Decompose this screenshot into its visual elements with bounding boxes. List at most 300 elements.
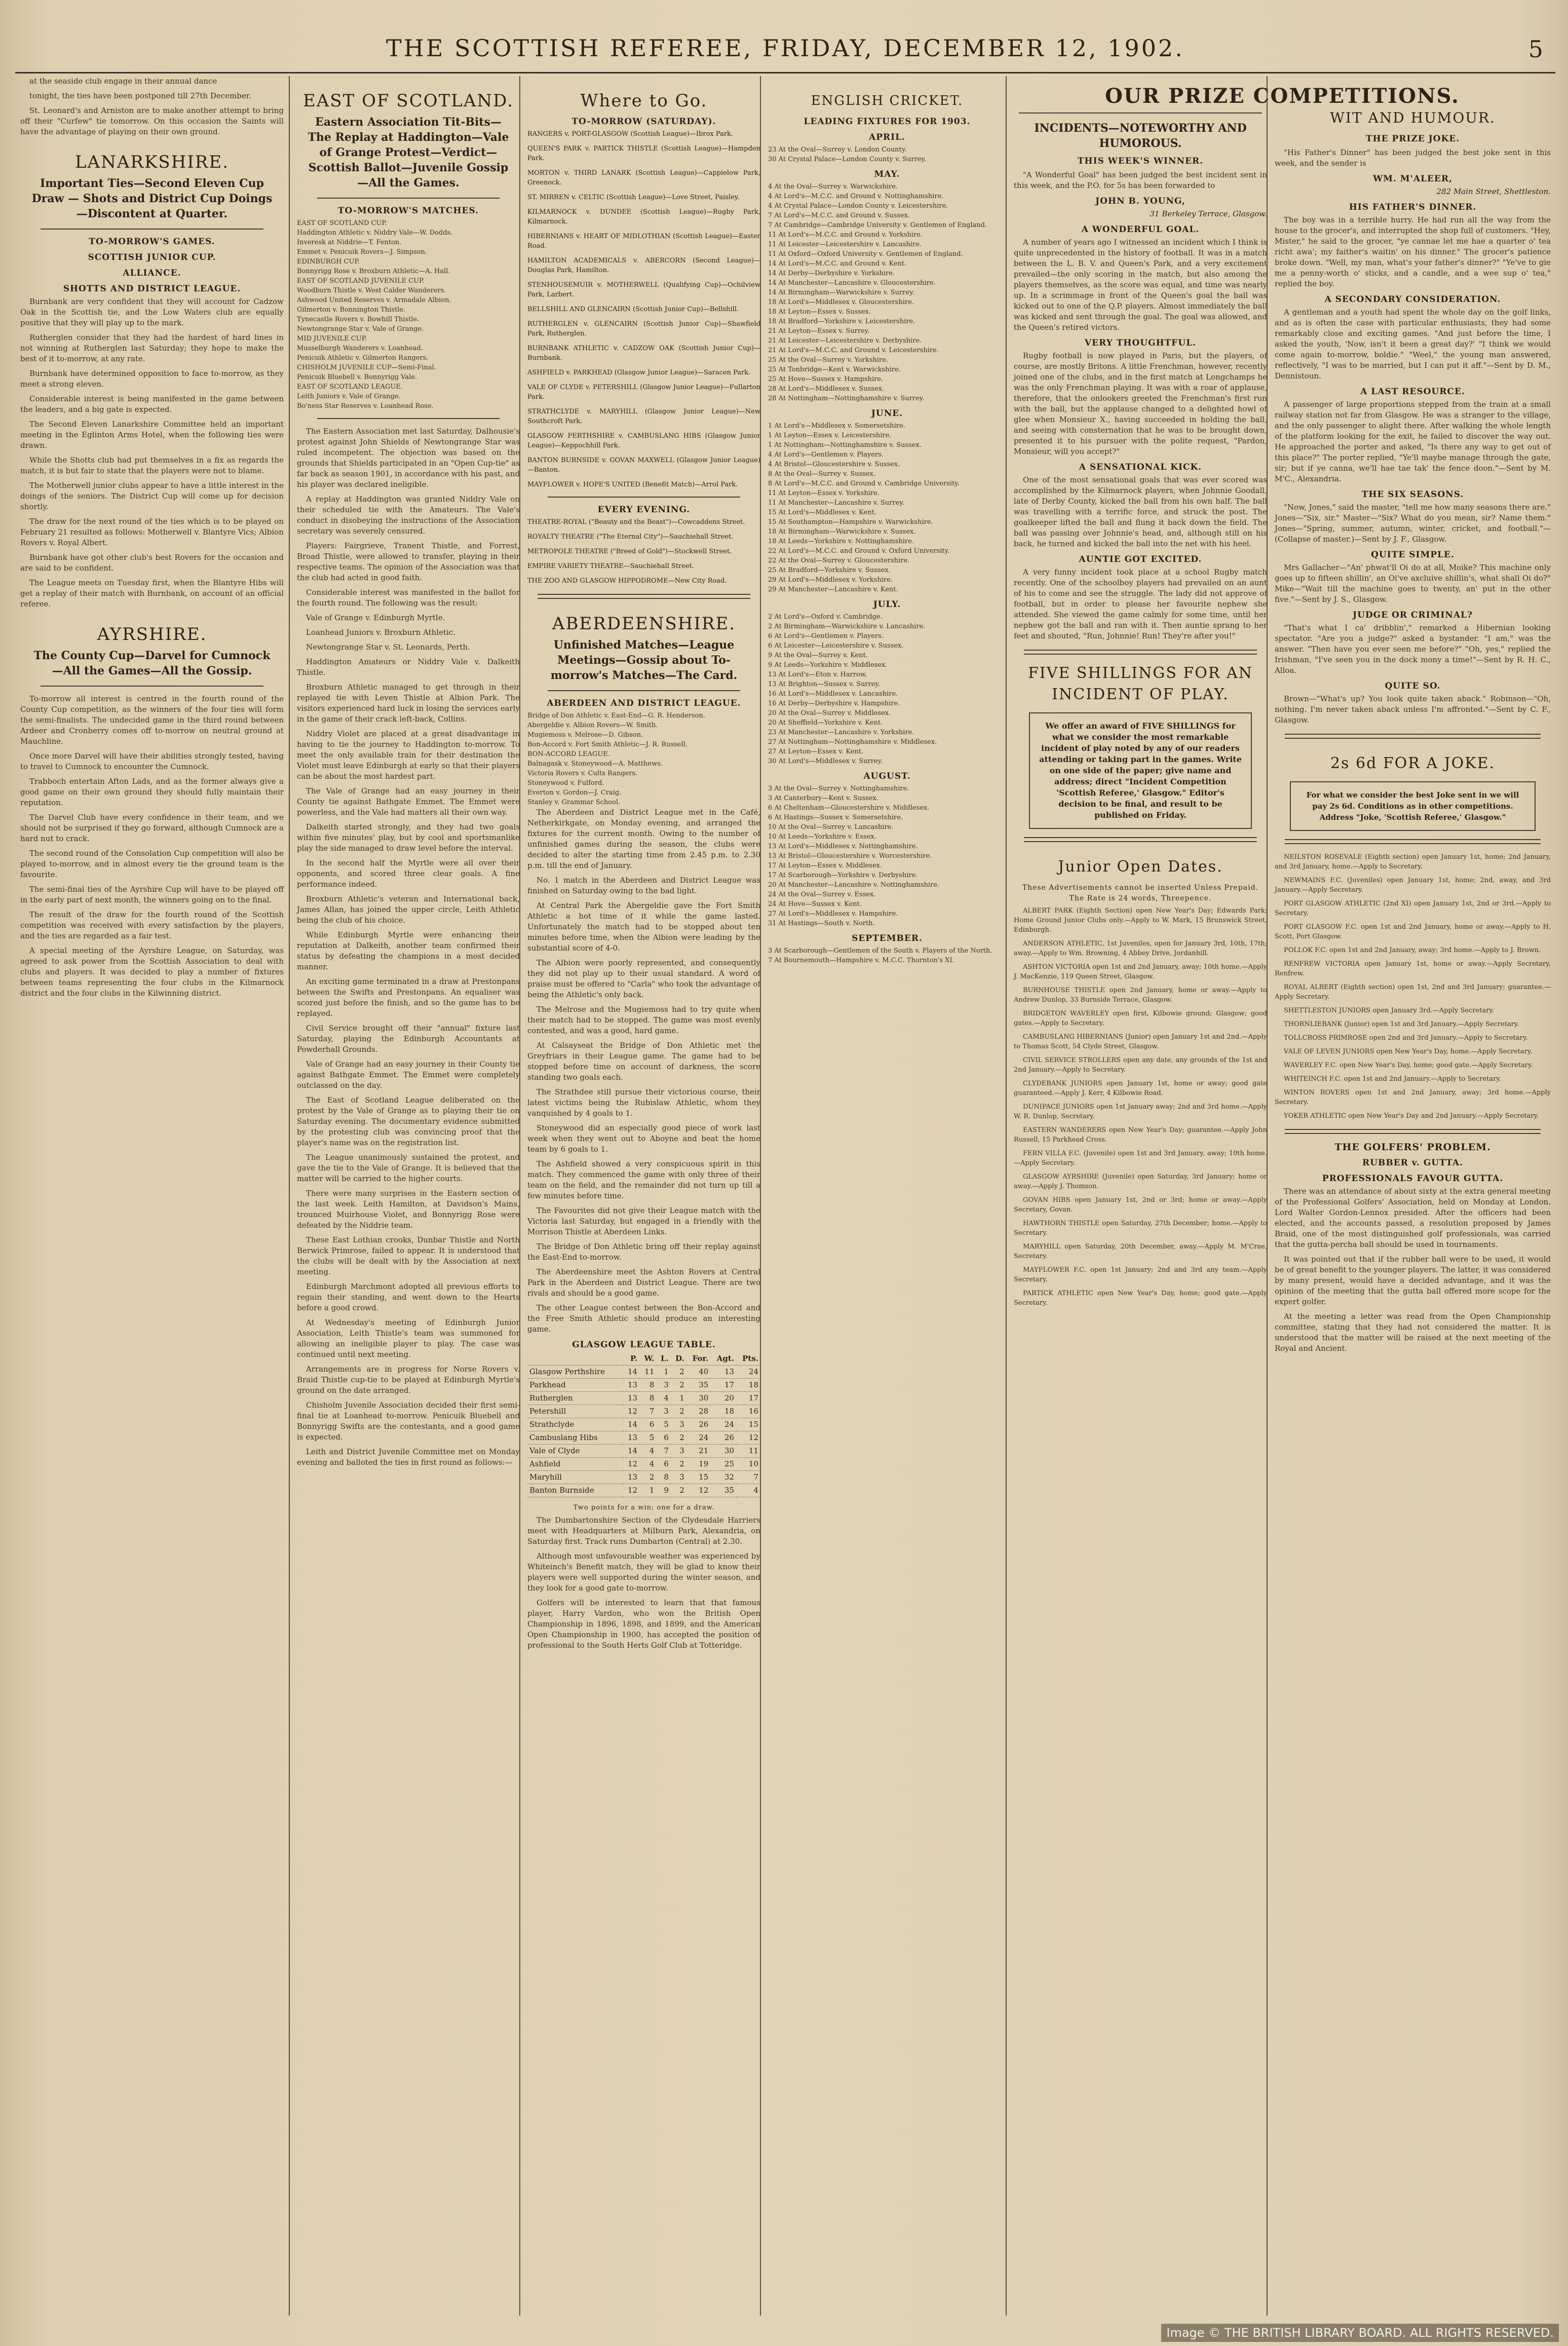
list-item: Victoria Rovers v. Cults Rangers. [527,770,638,777]
table-cell: 4 [656,1392,671,1405]
joke-title: A SECONDARY CONSIDERATION. [1324,294,1501,305]
advert: TOLLCROSS PRIMROSE open 2nd and 3rd January.—Apply to Secretary. [1284,1034,1528,1042]
advert: CIVIL SERVICE STROLLERS open any date, any grounds of the 1st and 2nd January.—Apply to Secretary. [1014,1056,1267,1074]
lanarkshire-subheading: Important Ties—Second Eleven Cup Draw — Shots and District Cup Doings—Discontent at Quarter. [31,177,273,220]
table-cell: 2 [671,1458,686,1471]
story-body: Rugby football is now played in Paris, but the players, of course, are mostly Britons. A little Frenchman, however, recently joined one of the clubs, and in the first match at Longchamps he was the only Frenchman playing. It was with a roar of applause, therefore, that the onlookers greeted the Frenchman's first run with the ball, but the applause changed to a delighted howl of glee when Monsieur X., having succeeded in holding the ball, and seeing with consternation that he was to be brought down, presented it to his pursuer with the polite request, "Pardon, Monsieur, will you accept?" [1014,351,1267,456]
joke-body: A passenger of large proportions stepped from the train at a small railway station not far from Glasgow. He was a stranger to the village, and the only passenger to alight there. After walking the whole length of the platform looking for the exit, he failed to discover the way out. He approached the porter and asked, "Is there any way to get out of this place?" The porter replied, "Ye'll maybe manage through the gate, sir; but if ye canna, we'll hae tae tak' the fence doon."—Sent by M. M'C., Alexandria. [1275,400,1551,483]
fixture-line: 17 At Scarborough—Yorkshire v. Derbyshire. [768,872,918,879]
paragraph: Stoneywood did an especially good piece of work last week when they went out to Aboyne and beat the home team by 6 goals to 1. [527,1123,760,1154]
paragraph: Broxburn Athletic managed to get through in their replayed tie with Leven Thistle at Albion Park. The visitors experienced hard luck in losing the services early in the game of their crack left-back, Collins. [297,683,520,724]
table-row [527,1484,760,1497]
table-cell: 7 [639,1405,656,1418]
table-cell: 17 [736,1392,760,1405]
joke-offer-text: For what we consider the best Joke sent in we will pay 2s 6d. Conditions as in other competitions. Address "Joke, 'Scottish Referee,' Glasgow." [1290,781,1536,831]
double-divider [1285,734,1541,739]
paragraph: Niddry Violet are placed at a great disadvantage in having to tie the journey to Haddington to-morrow. To meet the only available train for their destination the Violet must leave Edinburgh at early so that their players can be about the most hardest part. [297,729,520,781]
paragraph: While Edinburgh Myrtle were enhancing their reputation at Dalkeith, another team confirmed their status by defeating the champions in a most decided manner. [297,930,520,971]
table-row [527,1392,760,1405]
list-item: METROPOLE THEATRE ("Breed of Gold")—Stockwell Street. [527,548,732,555]
fixture-line: 14 At Manchester—Lancashire v. Gloucestershire. [768,279,936,287]
month-title: SEPTEMBER. [852,933,923,943]
fixture-line: 20 At Sheffield—Yorkshire v. Kent. [768,719,883,727]
fixture-line: 27 At Leyton—Essex v. Kent. [768,748,864,755]
table-cell: 12 [623,1484,640,1497]
shotts-title: SHOTTS AND DISTRICT LEAGUE. [63,284,241,294]
fixture-line: 16 At Lord's—Middlesex v. Lancashire. [768,690,898,698]
advert: POLLOK F.C. open 1st and 2nd January, away; 3rd home.—Apply to J. Brown. [1284,947,1541,954]
table-cell: 15 [686,1471,711,1484]
table-cell: Vale of Clyde [527,1445,623,1458]
fixture-line: 30 At Lord's—Middlesex v. Surrey. [768,758,883,765]
paragraph: The second round of the Consolation Cup competition will also be played to-morrow, and in almost every tie the ground team is the favourite. [20,849,284,879]
fixture-line: 13 At Lord's—Eton v. Harrow. [768,671,867,678]
table-note: Two points for a win; one for a draw. [573,1504,715,1511]
league-table [527,1352,760,1497]
evening-title: EVERY EVENING. [597,505,691,515]
aberdeen-body [527,807,760,1335]
column-english-cricket [760,76,1006,2316]
list-item: MORTON v. THIRD LANARK (Scottish League)—Cappielow Park, Greenock. [527,169,760,186]
games-title: TO-MORROW'S GAMES. [89,237,215,247]
winner-intro: "A Wonderful Goal" has been judged the best incident sent in this week, and the P.O. for 5s has been forwarded to [1014,170,1267,190]
double-divider [1024,650,1257,655]
list-item: BON-ACCORD LEAGUE. [527,750,610,758]
list-item: Bo'ness Star Reserves v. Loanhead Rose. [297,402,434,410]
list-item: MAYFLOWER v. HOPE'S UNITED (Benefit Match)—Arrol Park. [527,481,738,488]
fixture-line: 3 At Canterbury—Kent v. Sussex. [768,794,879,802]
ayrshire-heading: AYRSHIRE. [97,624,207,645]
table-row [527,1458,760,1471]
east-heading: EAST OF SCOTLAND. [302,91,514,111]
advert: THORNLIEBANK (Junior) open 1st and 3rd January.—Apply Secretary. [1284,1020,1519,1028]
paragraph: No. 1 match in the Aberdeen and District League was finished on Saturday owing to the bad light. [527,876,760,895]
list-item: Mugiemoss v. Melrose—D. Gibson. [527,731,643,739]
image-credit: Image © THE BRITISH LIBRARY BOARD. ALL RIGHTS RESERVED. [1161,2324,1559,2342]
east-fixtures [297,218,520,411]
where-items [527,129,760,489]
story-title: VERY THOUGHTFUL. [1084,338,1197,348]
advert: HAWTHORN THISTLE open Saturday, 27th December; home.—Apply to Secretary. [1014,1220,1267,1237]
advert: BURNHOUSE THISTLE open 2nd January, home or away.—Apply to Andrew Dunlop, 33 Burnside Terrace, Glasgow. [1014,987,1267,1004]
paragraph: Vale of Grange had an easy journey in their County tie against Bathgate Emmet. The Emmet were completely outclassed on the day. [297,1060,520,1090]
list-item: ASHFIELD v. PARKHEAD (Glasgow Junior League)—Saracen Park. [527,369,751,376]
table-cell: 19 [686,1458,711,1471]
joke-title: JUDGE OR CRIMINAL? [1353,610,1473,620]
fixture-line: 30 At Crystal Palace—London County v. Surrey. [768,156,927,163]
fixture-line: 18 At Leeds—Yorkshire v. Nottinghamshire. [768,538,914,545]
winner-address: 31 Berkeley Terrace, Glasgow. [1150,209,1267,218]
paragraph: The Aberdeenshire meet the Ashton Rovers at Central Park in the Aberdeen and District League. There are two rivals and should be a good game. [527,1267,760,1298]
fixture-line: 18 At Birmingham—Warwickshire v. Sussex. [768,528,916,536]
fixture-line: 3 At the Oval—Surrey v. Nottinghamshire. [768,785,909,792]
paragraph: The Motherwell junior clubs appear to have a little interest in the doings of the seniors. The District Cup will come up for decision shortly. [20,481,284,511]
table-cell: 14 [623,1418,640,1431]
advert: RENFREW VICTORIA open January 1st, home or away.—Apply Secretary, Renfrew. [1275,960,1551,977]
column-east-of-scotland [289,76,520,2316]
paragraph: There was an attendance of about sixty at the extra general meeting of the Professional Golfers' Association, held on Monday at London. Lord Walter Gordon-Lennox presided. After the officers had been elected, and the accounts passed, a resolution proposed by James Braid, one of the most distinguished golf professionals, was carried that the gutta-percha ball should be used in tournaments. [1275,1187,1551,1249]
fixture-line: 7 At Lord's—M.C.C. and Ground v. Sussex. [768,212,910,219]
list-item: HAMILTON ACADEMICALS v. ABERCORN (Second League)—Douglas Park, Hamilton. [527,257,760,274]
fixture-line: 9 At the Oval—Surrey v. Kent. [768,652,868,659]
paragraph: Edinburgh Marchmont adopted all previous efforts to regain their standing, and went down to the Hearts before a good crowd. [297,1282,520,1312]
table-cell: 5 [639,1431,656,1445]
paragraph: The Albion were poorly represented, and consequently they did not play up to their usual standard. A word of praise must be offered to "Carla" who took the advantage of being the Athletic's only back. [527,958,760,999]
cricket-heading: ENGLISH CRICKET. [811,93,964,108]
paragraph: The Second Eleven Lanarkshire Committee held an important meeting in the Eglinton Arms Hotel, when the following ties were drawn. [20,420,284,450]
table-cell: 2 [639,1471,656,1484]
paragraph: Although most unfavourable weather was experienced by Whiteinch's Benefit match, they will be glad to know their players were well supported during the winter season, and they look for a good gate to-morrow. [527,1552,760,1593]
list-item: KILMARNOCK v. DUNDEE (Scottish League)—Rugby Park, Kilmarnock. [527,208,760,225]
matches-title: TO-MORROW'S MATCHES. [337,206,479,216]
advert: GLASGOW AYRSHIRE (Juvenile) open Saturday, 3rd January; home or away.—Apply J. Thomson. [1014,1173,1267,1190]
advert: PORT GLASGOW F.C. open 1st and 2nd January, home or away.—Apply to H. Scott, Port Glasgow. [1275,923,1551,940]
junior-dates-note: These Advertisements cannot be inserted Unless Prepaid. The Rate is 24 words, Threepence. [1022,884,1259,902]
fixture-line: 13 At Bristol—Gloucestershire v. Worcestershire. [768,852,932,860]
table-cell: 20 [710,1392,736,1405]
paragraph: The Aberdeen and District League met in the Café, Netherkirkgate, on Monday evening, and arranged the fixtures for the current month. Owing to the number of unfinished games during the season, the clubs were decided to alter the starting time from 2.45 p.m. to 2.30 p.m. till the end of January. [527,808,760,870]
fixture-line: 14 At Birmingham—Warwickshire v. Surrey. [768,289,914,296]
paragraph: Arrangements are in progress for Norse Rovers v. Braid Thistle cup-tie to be played at Edinburgh Myrtle's ground on the date arranged. [297,1365,520,1395]
paragraph: It was pointed out that if the rubber ball were to be used, it would be of great benefit to the younger players. The latter, it was considered by many present, would have a decided advantage, and it was the opinion of the meeting that the gutta ball offered more scope for the expert golfer. [1275,1255,1551,1306]
fixture-line: 18 At Lord's—Middlesex v. Gloucestershire. [768,298,914,306]
where-heading: Where to Go. [580,91,708,111]
table-cell: 9 [656,1484,671,1497]
aberdeen-heading: ABERDEENSHIRE. [552,614,736,634]
fixture-line: 3 At Scarborough—Gentlemen of the South v. Players of the North. [768,947,992,955]
table-cell: 32 [710,1471,736,1484]
advert: CLYDEBANK JUNIORS open January 1st, home or away; good gate guaranteed.—Apply J. Kerr, 4 Kilbowie Road. [1014,1080,1267,1097]
table-cell: 8 [639,1379,656,1392]
table-cell: 17 [710,1379,736,1392]
paragraph: There were many surprises in the Eastern section of the last week. Leith Hamilton, at Davidson's Mains, trounced Muirhouse Violet, and Bonnyrigg Rose were defeated by the Niddrie team. [297,1189,520,1230]
where-subheading: TO-MORROW (SATURDAY). [571,117,716,127]
column-header: L. [656,1352,671,1366]
column-where-to-go [519,76,760,2316]
advert: WINTON ROVERS open 1st and 2nd January, away; 3rd home.—Apply Secretary. [1275,1089,1551,1106]
table-cell: 3 [656,1379,671,1392]
table-cell: 24 [710,1418,736,1431]
table-cell: 5 [656,1418,671,1431]
fixture-line: 24 At the Oval—Surrey v. Essex. [768,891,876,898]
fixture-line: 4 At the Oval—Surrey v. Warwickshire. [768,183,898,191]
column-header: P. [623,1352,640,1366]
table-cell: 16 [736,1405,760,1418]
joke-body: A gentleman and a youth had spent the whole day on the golf links, and as is often the case with particular enthusiasts, they had some remarkably close and exciting games. "And just before the time, I asked the youth, 'Now, isn't it been a great day?' "I think we would come again to-morrow, boldie." "Weel," the young man answered, reflectively, "I was to be married, but I can put it aff."—Sent by D. M., Dennistoun. [1275,308,1551,381]
lanarkshire-heading: LANARKSHIRE. [74,152,230,172]
paragraph: Trabboch entertain Afton Lads, and as the former always give a good game on their own ground they should fully maintain their reputation. [20,777,284,807]
list-item: STENHOUSEMUIR v. MOTHERWELL (Qualifying Cup)—Ochilview Park, Larbert. [527,281,760,298]
list-item: BELLSHILL AND GLENCAIRN (Scottish Junior Cup)—Bellshill. [527,306,739,313]
table-cell: Strathclyde [527,1418,623,1431]
paragraph: Considerable interest was manifested in the ballot for the fourth round. The following was the result: [297,588,520,608]
list-item: VALE OF CLYDE v. PETERSHILL (Glasgow Junior League)—Fullarton Park. [527,384,760,401]
table-cell: 12 [623,1458,640,1471]
list-item: Emmet v. Penicuik Rovers—J. Simpson. [297,248,428,256]
table-cell: 35 [686,1379,711,1392]
list-item: EMPIRE VARIETY THEATRE—Sauchiehall Street. [527,562,695,570]
table-cell: 2 [671,1431,686,1445]
advert: ROYAL ALBERT (Eighth section) open 1st, 2nd and 3rd January; guarantee.—Apply Secretary. [1275,983,1551,1001]
fixture-line: 4 At Crystal Palace—London County v. Leicestershire. [768,202,948,210]
month-title: APRIL. [869,132,905,142]
paragraph: The Eastern Association met last Saturday, Dalhousie's protest against John Shields of Newtongrange Star was ruled incompetent. The objection was based on the grounds that Shields participated in an "Open Cup-tie" as far back as season 1901, in accordance with his past, and his player was declared ineligible. [297,427,520,489]
winner-name: JOHN B. YOUNG, [1095,196,1185,206]
table-cell: Glasgow Perthshire [527,1366,623,1379]
table-cell: 26 [710,1431,736,1445]
joke-title: THE SIX SEASONS. [1361,489,1464,500]
paragraph: The Darvel Club have every confidence in their team, and we should not be surprised if they go forward, although Cumnock are a hard nut to crack. [20,813,284,843]
fixture-line: 4 At Lord's—Gentlemen v. Players. [768,451,884,459]
fixture-line: 8 At Lord's—M.C.C. and Ground v. Cambridge University. [768,480,960,487]
junior-cup-title: SCOTTISH JUNIOR CUP. [88,252,216,262]
paragraph: The semi-final ties of the Ayrshire Cup will have to be played off in the early part of next month, the winners going on to the final. [20,885,284,904]
table-cell: 4 [639,1458,656,1471]
list-item: Inveresk at Niddrie—T. Fenton. [297,239,402,246]
table-row [527,1405,760,1418]
advert: VALE OF LEVEN JUNIORS open New Year's Day, home.—Apply Secretary. [1284,1048,1533,1055]
paragraph: Dalkeith started strongly, and they had two goals within five minutes' play, but by cool and sportsmanlike play the side managed to draw level before the interval. [297,822,520,853]
table-cell: 1 [639,1484,656,1497]
joke-title: HIS FATHER'S DINNER. [1349,202,1477,212]
fixture-line: 14 At Lord's—M.C.C. and Ground v. Kent. [768,260,907,268]
paragraph: A special meeting of the Ayrshire League, on Saturday, was agreed to ask power from the Scottish Association to deal with clubs and players. It was decided to play a number of fixtures between teams representing the four clubs in the Kilmarnock district and the four clubs in the Kilwinning district. [20,946,284,998]
fixture-line: 25 At the Oval—Surrey v. Yorkshire. [768,356,889,364]
list-item: Musselburgh Wanderers v. Loanhead. [297,345,423,352]
paragraph: Burnbank have got other club's best Rovers for the occasion and are said to be confident. [20,553,284,573]
east-subheading: Eastern Association Tit-Bits—The Replay at Haddington—Vale of Grange Protest—Verdict—Scottish Ballot—Juvenile Gossip—All the Games. [308,116,509,190]
column-header: W. [639,1352,656,1366]
aberdeen-subheading: Unfinished Matches—League Meetings—Gossip about To-morrow's Matches—The Card. [550,638,738,682]
fixture-line: 20 At the Oval—Surrey v. Middlesex. [768,709,891,717]
paragraph: The result of the draw for the fourth round of the Scottish competition was received with every satisfaction by the players, and the ties are regarded as a fair test. [20,910,284,940]
fixture-line: 11 At Lord's—M.C.C. and Ground v. Yorkshire. [768,231,923,239]
paragraph: The other League contest between the Bon-Accord and the Free Smith Athletic should produce an interesting game. [527,1303,760,1334]
prize-banner: OUR PRIZE COMPETITIONS. [1105,84,1460,108]
paragraph: Leith and District Juvenile Committee met on Monday evening and balloted the ties in first round as follows:— [297,1447,520,1467]
paragraph: The Ashfield showed a very conspicuous spirit in this match. They commenced the game with only three of their team on the field, and the remainder did not turn up till a few minutes before time. [527,1159,760,1200]
list-item: Stanley v. Grammar School. [527,799,621,806]
table-cell: Maryhill [527,1471,623,1484]
table-cell: 7 [656,1445,671,1458]
paragraph: St. Leonard's and Arniston are to make another attempt to bring off their "Curfew" tie tomorrow. On this occasion the Saints will have the advantage of playing on their own ground. [20,106,284,136]
table-cell: 14 [623,1445,640,1458]
table-header-row [527,1352,760,1366]
joke-body: "That's what I ca' dribblin'," remarked a Hibernian looking spectator. "Are you a judge?" asked a bystander. "I am," was the answer. "Then have you ever seen me before?" "Oh, yes," replied the Irishman, "I've seen you in the dock mony a time!"—Sent by R. H. C., Alloa. [1275,623,1551,675]
list-item: Penicuik Athletic v. Gilmerton Rangers. [297,354,429,362]
list-item: Stoneywood v. Fulford. [527,779,604,787]
divider [1019,112,1262,113]
fixture-line: 24 At Hove—Sussex v. Kent. [768,900,862,908]
column-wit-humour [1267,76,1551,2316]
table-cell: 28 [686,1405,711,1418]
table-cell: 8 [656,1471,671,1484]
list-item: Penicuik Bluebell v. Bonnyrigg Vale. [297,373,417,381]
list-item: Newtongrange Star v. Vale of Grange. [297,325,424,333]
fixture-line: 11 At Oxford—Oxford University v. Gentlemen of England. [768,250,963,258]
prize-joke-title: THE PRIZE JOKE. [1365,134,1460,144]
fixture-line: 20 At Manchester—Lancashire v. Nottinghamshire. [768,881,940,889]
paragraph: Rutherglen consider that they had the hardest of hard lines in not winning at Rutherglen last Saturday; they hope to make the best of it to-morrow, at any rate. [20,333,284,363]
list-item: STRATHCLYDE v. MARYHILL (Glasgow Junior League)—New Southcroft Park. [527,408,760,425]
table-cell: 8 [639,1392,656,1405]
list-item: Ashwood United Reserves v. Armadale Albion. [297,296,451,304]
fixture-line: 7 At Bournemouth—Hampshire v. M.C.C. Thornton's XI. [768,957,954,964]
table-cell: 13 [623,1471,640,1484]
list-item: THEATRE-ROYAL ("Beauty and the Beast")—Cowcaddens Street. [527,518,745,526]
divider [317,418,500,419]
paragraph: Golfers will be interested to learn that that famous player, Harry Vardon, who won the British Open Championship in 1896, 1898, and 1899, and the American Open Championship in 1900, has accepted the position of professional to the South Herts Golf Club at Totteridge. [527,1598,760,1650]
list-item: EAST OF SCOTLAND CUP. [297,219,387,227]
junior-ads [1014,906,1267,1308]
table-cell: Rutherglen [527,1392,623,1405]
month-title: JUNE. [871,408,903,419]
paragraph: Chisholm Juvenile Association decided their first semi-final tie at Loanhead to-morrow. Penicuik Bluebell and Bonnyrigg Swifts are the contestants, and a good game is expected. [297,1401,520,1442]
fixture-line: 9 At Leeds—Yorkshire v. Middlesex. [768,661,888,669]
prize-joke-intro: "His Father's Dinner" has been judged the best joke sent in this week, and the sender is [1275,148,1551,168]
list-item: MID JUVENILE CUP. [297,335,367,343]
page-number: 5 [1528,35,1545,63]
fixture-line: 15 At Lord's—Middlesex v. Kent. [768,509,877,516]
fixture-line: 6 At Lord's—Gentlemen v. Players. [768,632,884,640]
paragraph: The League unanimously sustained the protest, and gave the tie to the Vale of Grange. It is believed that the matter will be carried to the higher courts. [297,1153,520,1183]
fixture-line: 21 At Lord's—M.C.C. and Ground v. Leicestershire. [768,347,939,354]
lanarkshire-body [20,296,284,610]
fixture-line: 1 At Lord's—Middlesex v. Somersetshire. [768,422,905,430]
fixture-line: 25 At Bradford—Yorkshire v. Sussex. [768,566,891,574]
table-cell: 25 [710,1458,736,1471]
table-cell: 10 [736,1458,760,1471]
list-item: Bonnyrigg Rose v. Broxburn Athletic—A. Hall. [297,268,450,275]
paragraph: tonight, the ties have been postponed till 27th December. [29,91,252,100]
list-item: Tynecastle Rovers v. Bowhill Thistle. [297,316,419,323]
divider [41,686,263,687]
table-cell: 3 [671,1418,686,1431]
divider [548,497,740,498]
double-divider [1285,839,1541,844]
paragraph: While the Shotts club had put themselves in a fix as regards the match, it is but fair to state that the players were not to blame. [20,456,284,475]
fixture-line: 21 At Leicester—Leicestershire v. Derbyshire. [768,337,922,345]
fixture-line: 23 At Manchester—Lancashire v. Yorkshire. [768,729,914,736]
incident-stories [1014,224,1267,641]
table-cell: 6 [656,1458,671,1471]
divider [317,198,500,199]
fixture-line: 6 At Leicester—Leicestershire v. Sussex. [768,642,904,650]
month-title: AUGUST. [863,771,911,781]
fixture-line: 13 At Lord's—Middlesex v. Nottinghamshire. [768,843,918,850]
fixture-line: 31 At Hastings—South v. North. [768,920,875,927]
fixture-line: 21 At Leyton—Essex v. Surrey. [768,327,870,335]
table-cell: 12 [686,1484,711,1497]
fixture-line: 17 At Leyton—Essex v. Middlesex. [768,862,883,869]
advert: CAMBUSLANG HIBERNIANS (Junior) open January 1st and 2nd.—Apply to Thomas Scott, 54 Clyde Street, Glasgow. [1014,1033,1267,1050]
fixture-line: 11 At Leicester—Leicestershire v. Lancashire. [768,241,922,248]
league-table-title: GLASGOW LEAGUE TABLE. [572,1340,716,1350]
paragraph: Once more Darvel will have their abilities strongly tested, having to travel to Cumnock to encounter the Cumnock. [20,751,284,771]
fixture-line: 10 At the Oval—Surrey v. Lancashire. [768,823,894,831]
fixture-line: 11 At Manchester—Lancashire v. Surrey. [768,499,905,507]
masthead-title: THE SCOTTISH REFEREE, FRIDAY, DECEMBER 12, 1902. [386,34,1184,62]
table-cell: Banton Burnside [527,1484,623,1497]
table-cell: 1 [671,1392,686,1405]
ayrshire-body [20,694,284,999]
advert: GOVAN HIBS open January 1st, 2nd or 3rd; home or away.—Apply Secretary, Govan. [1014,1196,1267,1214]
table-cell: 4 [639,1445,656,1458]
list-item: QUEEN'S PARK v. PARTICK THISTLE (Scottish League)—Hampden Park. [527,145,760,162]
fixture-line: 11 At Leyton—Essex v. Yorkshire. [768,489,879,497]
alliance-title: ALLIANCE. [123,268,181,278]
table-cell: 15 [736,1418,760,1431]
paragraph: These East Lothian crooks, Dunbar Thistle and North Berwick Primrose, failed to appear. It is understood that the clubs will be dealt with by the Association at next meeting. [297,1235,520,1276]
table-row [527,1379,760,1392]
list-item: EAST OF SCOTLAND JUVENILE CUP. [297,277,425,285]
story-body: A number of years ago I witnessed an incident which I think is quite unprecedented in the history of football. It was in a match between the L. B. V. and Queen's Park, and a very excitement prevailed—the only scoring in the match, but also among the players themselves, as the score was equal, and time was nearly up. In a scrimmage in front of the Queen's goal the ball was kicked out to one of the Q.P. players. Almost immediately the ball was kicked and sent through the goal. The goal was allowed, and the Queen's retired victors. [1014,238,1267,332]
advert: PARTICK ATHLETIC open New Year's Day, home; good gate.—Apply Secretary. [1014,1290,1267,1307]
paragraph: The Vale of Grange had an easy journey in their County tie against Bathgate Emmet. The Emmet were powerless, and the Vale had matters all their own way. [297,786,520,817]
advert: EASTERN WANDERERS open New Year's Day; guarantee.—Apply John Russell, 15 Parkhead Cross. [1014,1126,1267,1144]
advert: ASHTON VICTORIA open 1st and 2nd January, away; 10th home.—Apply J. MacKenzie, 119 Queen Street, Glasgow. [1014,963,1267,980]
column-header: Pts. [736,1352,760,1366]
evening-items [527,517,760,586]
column-lanarkshire-ayrshire [20,76,284,2316]
joke-body: Brown—"What's up? You look quite taken aback." Robinson—"Oh, nothing. I'm never taken aback unless I'm affronted."—Sent by C. F., Glasgow. [1275,694,1551,725]
paragraph: The Dumbartonshire Section of the Clydesdale Harriers meet with Headquarters at Milburn Park, Alexandria, on Saturday first. Track runs Dumbarton (Central) at 2.30. [527,1516,760,1546]
table-cell: 7 [736,1471,760,1484]
advert: YOKER ATHLETIC open New Year's Day and 2nd January.—Apply Secretary. [1284,1112,1539,1120]
paragraph: The East of Scotland League deliberated on the protest by the Vale of Grange as to playing their tie on Saturday evening. The documentary evidence submitted by the protesting club was convincing proof that the player's name was on the registration list. [297,1095,520,1147]
list-item: THE ZOO AND GLASGOW HIPPODROME—New City Road. [527,577,727,585]
table-row [527,1366,760,1379]
table-cell: 13 [623,1379,640,1392]
fixture-line: 28 At Lord's—Middlesex v. Sussex. [768,385,885,393]
divider [41,229,263,230]
table-cell: 13 [623,1392,640,1405]
wit-heading: WIT AND HUMOUR. [1330,109,1496,126]
list-item: Leith Juniors v. Vale of Grange. [297,393,401,400]
table-cell: 3 [671,1445,686,1458]
advert: WHITEINCH F.C. open 1st and 2nd January.—Apply to Secretary. [1284,1075,1502,1083]
fixture-line: 13 At Brighton—Sussex v. Surrey. [768,680,881,688]
list-item: BURNBANK ATHLETIC v. CADZOW OAK (Scottish Junior Cup)—Burnbank. [527,345,760,362]
list-item: CHISHOLM JUVENILE CUP—Semi-Final. [297,364,436,371]
fixture-line: 6 At Cheltenham—Gloucestershire v. Middlesex. [768,804,930,812]
fixture-line: 14 At Derby—Derbyshire v. Yorkshire. [768,270,895,277]
double-divider [1024,837,1257,842]
list-item: Bridge of Don Athletic v. East-End—G. R. Henderson. [527,712,705,720]
ayrshire-subheading: The County Cup—Darvel for Cumnock—All the Games—All the Gossip. [33,649,271,677]
table-cell: 13 [710,1366,736,1379]
table-cell: 40 [686,1366,711,1379]
aberdeen-bottom-body [527,1515,760,1651]
table-cell: 6 [639,1418,656,1431]
table-row [527,1431,760,1445]
double-divider [1285,1129,1541,1134]
list-item: Abergeldie v. Albion Rovers—W. Smith. [527,722,658,729]
joke-body: Mrs Gallacher—"An' phwat'll Oi do at all, Moike? This machine only goes up to fifteen shillin', an Oi've axcluive shillin's, what shall Oi do?" Mike—"Wait till the machine goes to twenty, an' put in the other five."—Sent by J. S., Glasgow. [1275,563,1551,604]
advert: FERN VILLA F.C. (Juvenile) open 1st and 3rd January, away; 10th home.—Apply Secretary. [1014,1150,1267,1167]
table-cell: 24 [686,1431,711,1445]
story-title: AUNTIE GOT EXCITED. [1079,554,1202,564]
table-cell: 6 [656,1431,671,1445]
advert: BRIDGETON WAVERLEY open first, Kilbowie ground; Glasgow; good gates.—Apply to Secretary. [1014,1010,1267,1027]
table-row [527,1418,760,1431]
incidents-heading: INCIDENTS—NOTEWORTHY AND HUMOROUS. [1034,122,1247,150]
table-cell: 18 [736,1379,760,1392]
column-header: Agt. [710,1352,736,1366]
month-title: JULY. [873,599,901,610]
table-row [527,1471,760,1484]
column-header [527,1352,623,1366]
